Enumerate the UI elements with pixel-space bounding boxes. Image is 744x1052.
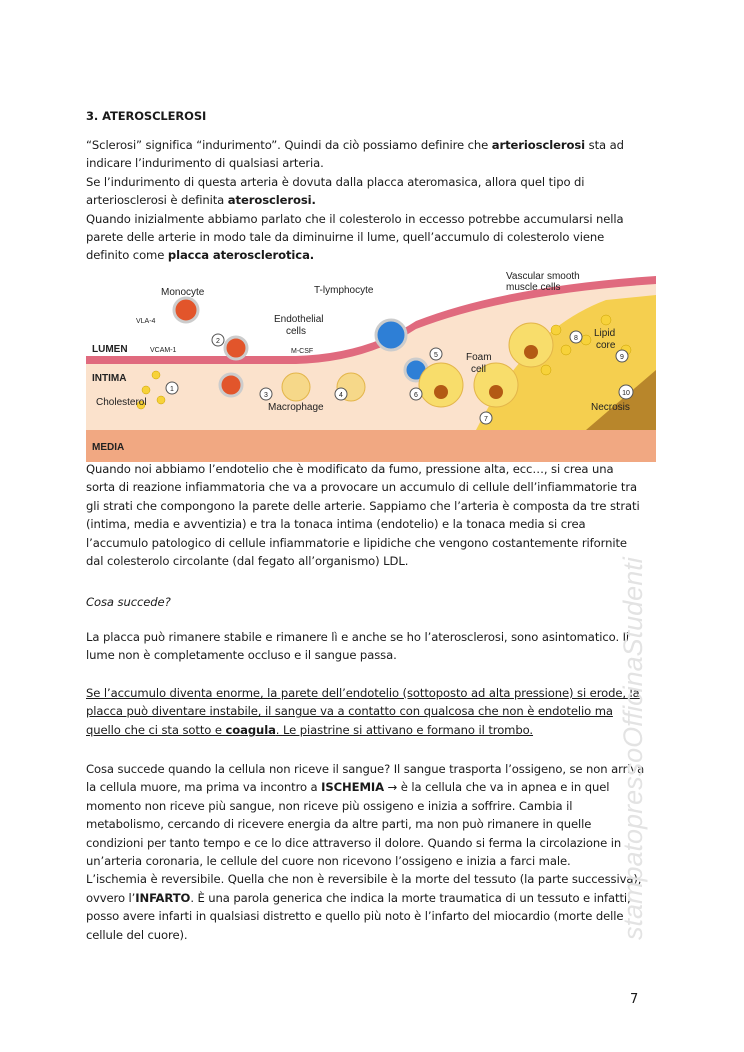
page-number: 7 — [630, 992, 639, 1007]
label-foam-cell: cell — [471, 364, 487, 375]
term-aterosclerosi: aterosclerosi. — [227, 193, 316, 208]
step-9: 9 — [620, 354, 624, 361]
paragraph-unstable-plaque — [86, 684, 646, 739]
label-vla4: VLA-4 — [136, 318, 156, 325]
paragraph-ischemia — [86, 760, 646, 944]
label-mcsf: M-CSF — [291, 348, 314, 355]
label-endothelial-cells: cells — [286, 326, 307, 337]
intro-paragraph — [86, 136, 646, 265]
term-placca: placca aterosclerotica. — [167, 248, 315, 263]
text: → è la cellula che va in apnea e in quel momento non riceve più sangue, non riceve più ossigeno e inizia a soffrire. Cambia il metabolismo, cercando di ricevere energia da altre parti, ma non può rimanere in quelle condizioni per tanto tempo e ce lo dice attraverso il dolore. Quando si ferma la circolazione in un’arteria coronaria, le cellule del cuore non ricevono l’ossigeno e inizia a farci male. — [86, 780, 622, 869]
step-8: 8 — [574, 335, 578, 342]
text: Quando inizialmente abbiamo parlato che il colesterolo in eccesso potrebbe accumularsi nella parete delle arterie in modo tale da diminuirne il lume, quell’accumulo di colesterolo viene definito come — [86, 211, 624, 263]
label-macrophage: Macrophage — [268, 402, 324, 413]
text: Se l’indurimento di questa arteria è dovuta dalla placca ateromasica, allora quel tipo di arteriosclerosi è definita — [86, 174, 585, 208]
term-coagula: coagula — [225, 722, 276, 737]
question-heading: Cosa succede? — [86, 595, 171, 609]
text: . È una parola generica che indica la morte traumatica di un tessuto e infatti, posso avere infarti in qualsiasi distretto e quello più noto è l’infarto del miocardio (morte delle cellule del cuore). — [86, 890, 631, 942]
label-vsmc: Vascular smooth — [506, 271, 580, 282]
watermark: stampatopressoOfficinaStudenti — [618, 557, 648, 940]
media-layer — [86, 430, 656, 462]
text: Se l’accumulo diventa enorme, la parete dell’endotelio (sottoposto ad alta pressione) si erode, la placca può diventare instabile, il sangue va a contatto con qualcosa che non è endotelio ma quello che ci sta sotto e — [86, 686, 640, 737]
text: Cosa succede quando la cellula non riceve il sangue? Il sangue trasporta l’ossigeno, se non arriva la cellula muore, ma prima va incontro a — [86, 762, 645, 795]
label-necrosis: Necrosis — [591, 402, 630, 413]
label-endothelial: Endothelial — [274, 314, 324, 325]
label-monocyte: Monocyte — [161, 287, 205, 298]
label-lipid: Lipid — [594, 328, 616, 339]
label-cholesterol: Cholesterol — [96, 397, 147, 408]
step-7: 7 — [484, 416, 488, 423]
text: . Le piastrine si attivano e formano il trombo. — [275, 722, 534, 737]
label-lumen: LUMEN — [92, 344, 128, 355]
label-vsmc-2: muscle cells — [506, 282, 561, 293]
label-media: MEDIA — [92, 442, 125, 453]
label-vcam1: VCAM-1 — [150, 347, 177, 354]
step-2: 2 — [216, 338, 220, 345]
step-4: 4 — [339, 392, 343, 399]
label-intima: INTIMA — [92, 373, 127, 384]
term-arteriosclerosi: arteriosclerosi — [491, 138, 586, 152]
text: “Sclerosi” significa “indurimento”. Quindi da ciò possiamo definire che — [86, 138, 492, 152]
t-lymphocyte-cell — [376, 320, 406, 350]
step-5: 5 — [434, 352, 438, 359]
text: sta ad indicare l’indurimento di qualsiasi arteria. — [86, 138, 624, 171]
step-10: 10 — [622, 390, 630, 397]
text: L’ischemia è reversibile. Quella che non è reversibile è la morte del tessuto (la parte successiva), ovvero l’ — [86, 872, 642, 905]
step-3: 3 — [264, 392, 268, 399]
atherosclerosis-figure — [86, 270, 656, 462]
term-infarto: INFARTO — [135, 890, 191, 905]
label-lipid-core: core — [596, 340, 616, 351]
paragraph-endothelium: Quando noi abbiamo l’endotelio che è modificato da fumo, pressione alta, ecc…, si crea una sorta di reazione infiammatoria che va a provocare un accumulo di cellule dell’infiammatorie tra gli strati che compongono la parete delle arterie. Sappiamo che l’arteria è composta da tre strati (intima, media e avventizia) e tra la tonaca intima (endotelio) e la tonaca media si crea l’accumulo patologico di cellule infiammatorie e lipidiche che vengono costantemente rifornite dal colesterolo circolante (dal fegato all’organismo) LDL. — [86, 462, 640, 569]
label-t-lymphocyte: T-lymphocyte — [314, 285, 374, 296]
term-ischemia: ISCHEMIA — [321, 780, 384, 795]
step-1: 1 — [170, 386, 174, 393]
step-6: 6 — [414, 392, 418, 399]
paragraph-stable-plaque: La placca può rimanere stabile e rimanere lì e anche se ho l’aterosclerosi, sono asintomatico. Il lume non è completamente occluso e il sangue passa. — [86, 630, 630, 663]
monocyte-cell — [174, 298, 198, 322]
section-heading: 3. ATEROSCLEROSI — [86, 109, 207, 123]
label-foam: Foam — [466, 352, 492, 363]
